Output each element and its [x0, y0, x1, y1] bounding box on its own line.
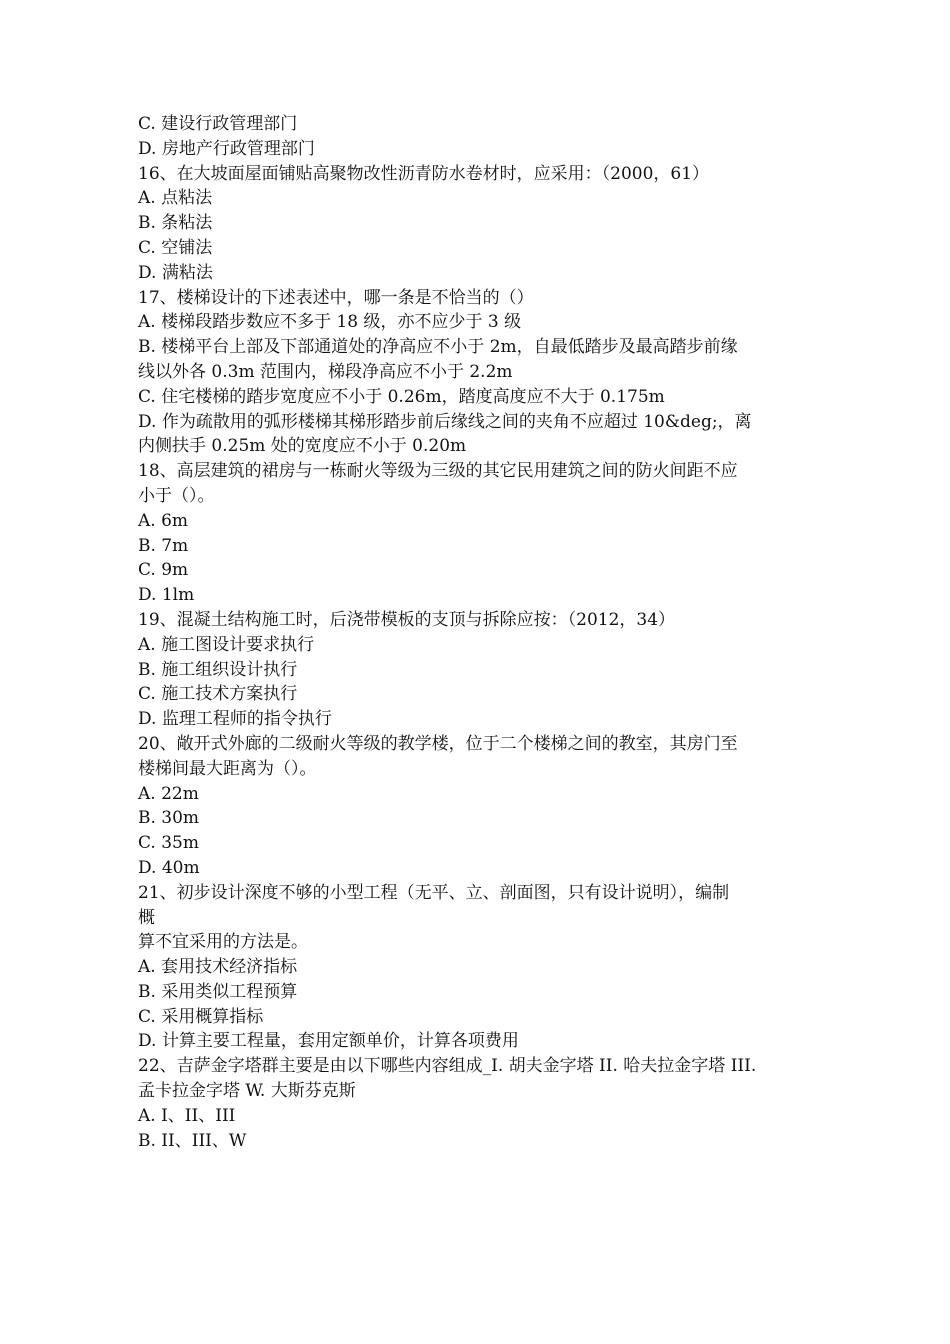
q17-option-d-line2: 内侧扶手 0.25m 处的宽度应不小于 0.20m — [138, 436, 467, 457]
q16-option-a: A. 点粘法 — [138, 188, 213, 209]
question-21-text-line2: 概 — [138, 907, 155, 928]
q19-option-b: B. 施工组织设计执行 — [138, 659, 298, 680]
q22-option-b: B. II、III、W — [138, 1130, 247, 1151]
q17-option-b-line1: B. 楼梯平台上部及下部通道处的净高应不小于 2m，自最低踏步及最高踏步前缘 — [138, 337, 738, 358]
question-19-text: 19、混凝土结构施工时，后浇带模板的支顶与拆除应按：（2012，34） — [138, 609, 676, 630]
document-page — [138, 112, 818, 1153]
q21-option-c: C. 采用概算指标 — [138, 1006, 264, 1027]
question-16-text: 16、在大坡面屋面铺贴高聚物改性沥青防水卷材时，应采用：（2000，61） — [138, 163, 710, 184]
question-22-text-line2: 孟卡拉金字塔 W. 大斯芬克斯 — [138, 1081, 356, 1102]
question-18-text-line2: 小于（）。 — [138, 485, 215, 506]
question-21-text-line1: 21、初步设计深度不够的小型工程（无平、立、剖面图，只有设计说明），编制 — [138, 882, 730, 903]
question-18-text-line1: 18、高层建筑的裙房与一栋耐火等级为三级的其它民用建筑之间的防火间距不应 — [138, 461, 738, 482]
question-17-text: 17、楼梯设计的下述表述中，哪一条是不恰当的（） — [138, 287, 534, 308]
question-20-text-line1: 20、敞开式外廊的二级耐火等级的教学楼，位于二个楼梯之间的教室，其房门至 — [138, 733, 738, 754]
question-21-text-line3: 算不宜采用的方法是。 — [138, 932, 308, 953]
q20-option-a: A. 22m — [138, 783, 199, 804]
q21-option-d: D. 计算主要工程量，套用定额单价，计算各项费用 — [138, 1031, 519, 1052]
q18-option-a: A. 6m — [138, 510, 189, 531]
q19-option-c: C. 施工技术方案执行 — [138, 684, 298, 705]
q16-option-d: D. 满粘法 — [138, 262, 213, 283]
q17-option-d-line1: D. 作为疏散用的弧形楼梯其梯形踏步前后缘线之间的夹角不应超过 10&deg;，离 — [138, 411, 752, 432]
q20-option-c: C. 35m — [138, 833, 199, 854]
q19-option-d: D. 监理工程师的指令执行 — [138, 709, 332, 730]
q17-option-c: C. 住宅楼梯的踏步宽度应不小于 0.26m，踏度高度应不大于 0.175m — [138, 386, 665, 407]
q19-option-a: A. 施工图设计要求执行 — [138, 634, 315, 655]
q17-option-a: A. 楼梯段踏步数应不多于 18 级，亦不应少于 3 级 — [138, 312, 522, 333]
q20-option-b: B. 30m — [138, 808, 200, 829]
q18-option-b: B. 7m — [138, 535, 189, 556]
question-20-text-line2: 楼梯间最大距离为（）。 — [138, 758, 317, 779]
q18-option-d: D. 1lm — [138, 585, 195, 606]
q17-option-b-line2: 线以外各 0.3m 范围内，梯段净高应不小于 2.2m — [138, 361, 513, 382]
q21-option-b: B. 采用类似工程预算 — [138, 981, 298, 1002]
q18-option-c: C. 9m — [138, 560, 189, 581]
q22-option-a: A. I、II、III — [138, 1105, 236, 1126]
q21-option-a: A. 套用技术经济指标 — [138, 957, 298, 978]
q16-option-b: B. 条粘法 — [138, 213, 213, 234]
option-c-line: C. 建设行政管理部门 — [138, 114, 298, 134]
q20-option-d: D. 40m — [138, 857, 200, 878]
question-22-text-line1: 22、吉萨金字塔群主要是由以下哪些内容组成_I. 胡夫金字塔 II. 哈夫拉金字塔 III. — [138, 1056, 757, 1077]
option-d-line: D. 房地产行政管理部门 — [138, 138, 315, 159]
q16-option-c: C. 空铺法 — [138, 237, 213, 258]
